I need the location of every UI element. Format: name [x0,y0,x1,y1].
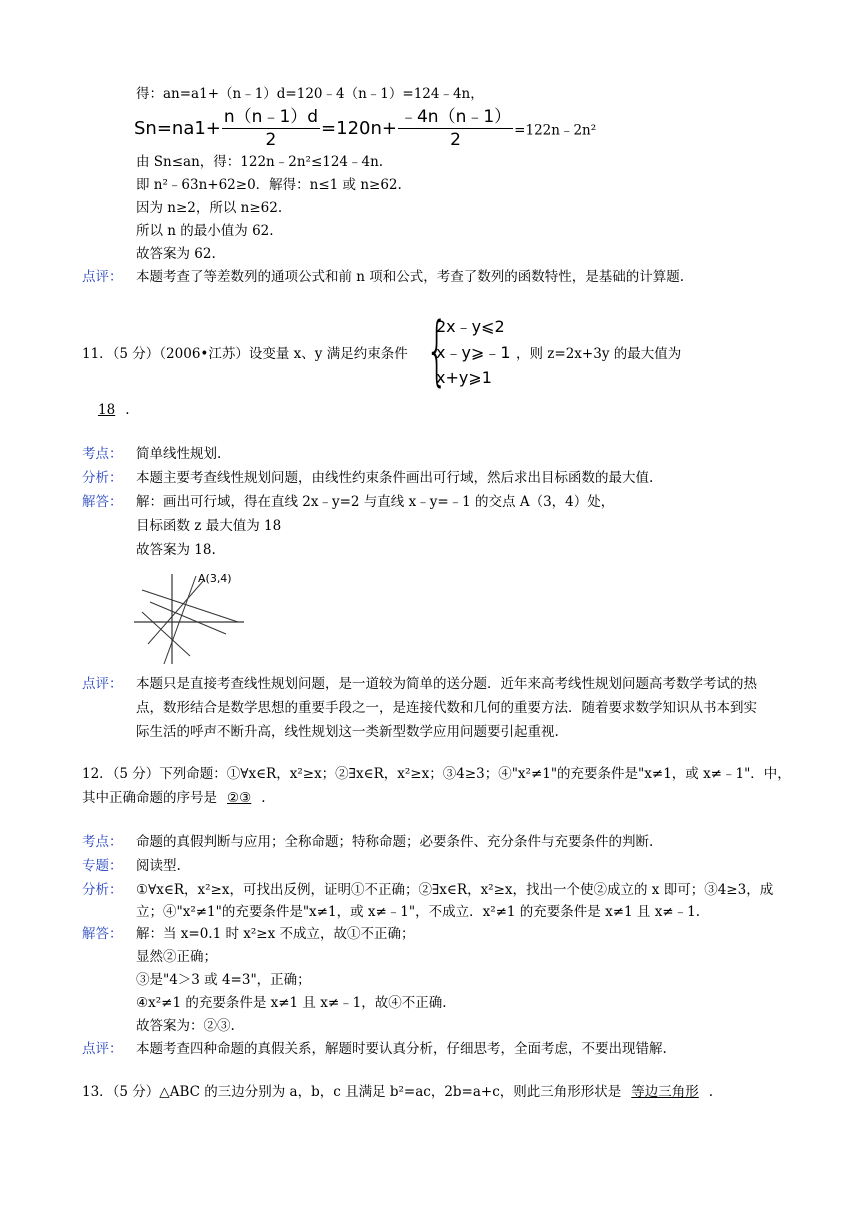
q12-jd-3: ③是"4＞3 或 4=3"，正确； [136,972,311,988]
q11-answer-line [88,400,129,420]
frac-1-numerator: n（n﹣1）d [223,107,319,127]
q12-zt: 阅读型. [136,858,181,874]
q12-jd-1: 解：当 x=0.1 时 x²≥x 不成立，故①不正确； [136,926,415,942]
q12-jd-4: ④x²≠1 的充要条件是 x≠1 且 x≠﹣1，故④不正确. [136,995,447,1011]
q11-jd-3: 故答案为 18. [136,542,216,558]
q11-py-3: 际生活的呼声不断升高，线性规划这一类新型数学应用问题要引起重视. [136,724,559,740]
q11-py-1: 本题只是直接考查线性规划问题，是一道较为简单的送分题．近年来高考线性规划问题高考数学考试的热 [136,676,757,692]
q12-jd-label: 解答： [82,926,123,942]
q13-period: . [708,1084,714,1100]
constraint-3: x+y⩾1 [436,368,492,387]
q12-fx-1: ①∀x∈R，x²≥x，可找出反例，证明①不正确；②∃x∈R，x²≥x，找出一个使②成立的 x 即可；③4≥3，成 [136,882,774,898]
q11-kd-label: 考点： [82,446,123,462]
q10-line-4: 即 n²﹣63n+62≥0．解得：n≤1 或 n≥62. [136,177,402,193]
q11-answer: 18 [98,402,116,418]
frac-2 [398,106,513,151]
q12-jd-5: 故答案为：②③. [136,1018,235,1034]
q10-sn-formula [134,106,596,151]
q12-stem-2: 其中正确命题的序号是 [82,790,217,806]
q11-fx: 本题主要考查线性规划问题，由线性约束条件画出可行域，然后求出目标函数的最大值. [136,470,654,486]
q13-stem-line [82,1082,713,1102]
frac-1 [222,106,320,151]
q12-kd: 命题的真假判断与应用；全称命题；特称命题；必要条件、充分条件与充要条件的判断. [136,834,654,850]
constraint-2: x﹣y⩾﹣1 [436,343,511,362]
q12-stem-1: 12．（5 分）下列命题：①∀x∈R，x²≥x；②∃x∈R，x²≥x；③4≥3；④"x²≠1"的充要条件是"x≠1，或 x≠﹣1"．中， [82,766,791,782]
q11-stem-b: ，则 z=2x+3y 的最大值为 [516,346,682,362]
point-a-label: A(3,4) [198,572,232,585]
sn-rhs: =122n﹣2n² [514,122,597,139]
feasible-region-figure [134,568,246,666]
line-1 [142,590,238,622]
q11-jd-2: 目标函数 z 最大值为 18 [136,518,282,534]
frac-2-denominator: 2 [450,130,461,150]
q13-stem: 13．（5 分）△ABC 的三边分别为 a，b，c 且满足 b²=ac，2b=a+c，则此三角形形状是 [82,1084,622,1100]
frac-2-numerator: ﹣4n（n﹣1） [399,107,512,127]
q11-py-label: 点评： [82,676,123,692]
q12-fx-2: 立；④"x²≠1"的充要条件是"x≠1，或 x≠﹣1"，不成立．x²≠1 的充要条件是 x≠1 且 x≠﹣1. [136,904,700,920]
q12-stem-2-line [82,788,266,808]
q12-zt-label: 专题： [82,858,123,874]
q11-fx-label: 分析： [82,470,123,486]
q12-answer: ②③ [227,790,252,806]
q11-kd: 简单线性规划. [136,446,222,462]
q10-line-6: 所以 n 的最小值为 62. [136,223,274,239]
q11-constraint-system [426,305,516,394]
q11-stem-a: 11．（5 分）（2006•江苏）设变量 x、y 满足约束条件 [82,346,408,362]
q12-jd-2: 显然②正确； [136,949,217,965]
sn-lhs: Sn=na1+ [134,118,221,139]
frac-1-denominator: 2 [265,130,277,150]
line-3 [142,612,190,656]
q11-py-2: 点，数形结合是数学思想的重要手段之一，是连接代数和几何的重要方法．随着要求数学知识从书本到实 [136,700,757,716]
line-2 [148,580,204,644]
q11-jd-label: 解答： [82,494,123,510]
q10-line-5: 因为 n≥2，所以 n≥62. [136,200,283,216]
q10-line-7: 故答案为 62. [136,246,216,262]
q12-py-label: 点评： [82,1041,123,1057]
q10-comment-label: 点评： [82,269,123,285]
brace-icon: { [426,305,448,394]
q12-period: . [261,790,266,806]
q11-period: . [125,402,130,418]
q10-line-an: 得：an=a1+（n﹣1）d=120﹣4（n﹣1）=124﹣4n， [136,86,484,102]
q13-answer: 等边三角形 [631,1084,699,1100]
q12-py: 本题考查四种命题的真假关系，解题时要认真分析，仔细思考，全面考虑，不要出现错解. [136,1041,667,1057]
q11-jd-1: 解：画出可行域，得在直线 2x﹣y=2 与直线 x﹣y=﹣1 的交点 A（3，4）处， [136,494,615,510]
q10-comment: 本题考查了等差数列的通项公式和前 n 项和公式，考查了数列的函数特性，是基础的计算题. [136,269,685,285]
q12-kd-label: 考点： [82,834,123,850]
q12-fx-label: 分析： [82,882,123,898]
q10-line-3: 由 Sn≤an，得：122n﹣2n²≤124﹣4n. [136,154,384,170]
constraint-1: 2x﹣y⩽2 [436,317,505,336]
eq-mid: =120n+ [321,118,397,139]
